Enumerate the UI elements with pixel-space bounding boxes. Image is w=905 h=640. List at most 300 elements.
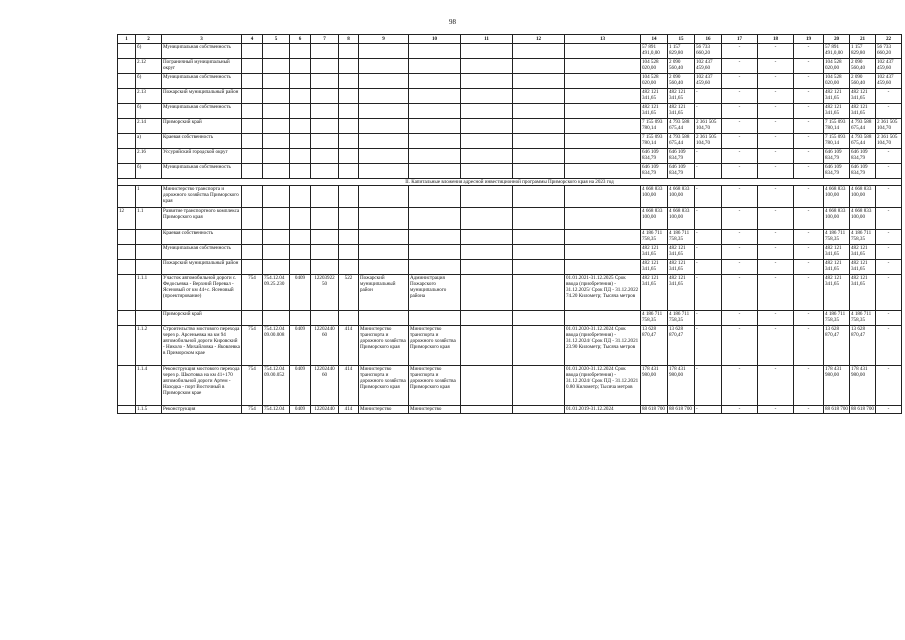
table-cell [242, 149, 263, 164]
table-cell: 2 [136, 35, 162, 44]
table-cell [290, 149, 311, 164]
table-cell [513, 164, 565, 179]
table-cell [565, 186, 641, 208]
table-cell [339, 208, 359, 230]
table-cell: 2 090 560,40 [850, 74, 876, 89]
table-cell: 16 [695, 35, 722, 44]
table-cell [409, 89, 461, 104]
table-cell [118, 245, 136, 260]
table-cell: - [758, 59, 794, 74]
table-cell: 1.1.5 [136, 406, 162, 414]
table-cell: 4 186 711 758,35 [824, 311, 850, 326]
table-cell: Пожарский муниципальный район [359, 275, 409, 311]
table-cell [339, 44, 359, 59]
table-row [118, 89, 902, 104]
table-cell: 7 155 093 780,14 [641, 134, 668, 149]
table-cell: Муниципальная собственность [162, 104, 242, 119]
table-cell: - [722, 59, 758, 74]
table-cell [461, 208, 513, 230]
table-cell [339, 119, 359, 134]
table-cell [359, 134, 409, 149]
table-cell: - [695, 104, 722, 119]
table-cell: 88 618 700 [668, 406, 695, 414]
table-cell: 01.01.2021-31.12.2025 Срок ввода (приобретения) - 31.12.2025/ Срок ПД - 31.12.2022 74.20 Километр; Тысяча метров [565, 275, 641, 311]
table-cell [565, 104, 641, 119]
table-cell: 20 [824, 35, 850, 44]
table-cell: - [794, 134, 824, 149]
table-cell: 22 [876, 35, 902, 44]
table-cell [311, 44, 339, 59]
table-cell [359, 89, 409, 104]
table-cell [242, 59, 263, 74]
table-cell [461, 311, 513, 326]
table-cell: 178 431 980,00 [850, 366, 876, 406]
table-cell: - [758, 260, 794, 275]
table-cell [565, 89, 641, 104]
table-cell [290, 104, 311, 119]
table-cell [339, 134, 359, 149]
table-cell [242, 186, 263, 208]
table-cell: 102 437 459,60 [876, 74, 902, 89]
table-cell: 21 [850, 35, 876, 44]
table-cell: 15 [668, 35, 695, 44]
table-cell [461, 44, 513, 59]
table-cell: 2.16 [136, 149, 162, 164]
table-cell [263, 104, 290, 119]
table-cell: Участок автомобильной дороги с. Федосьевка - Верхний Перевал - Ясеновый от км 44+с. Ясеновый (проектирование) [162, 275, 242, 311]
table-cell [242, 164, 263, 179]
table-cell [242, 245, 263, 260]
table-cell: - [695, 406, 722, 414]
table-cell: 2 361 505 104,70 [695, 134, 722, 149]
table-cell: - [695, 275, 722, 311]
table-cell [513, 366, 565, 406]
table-cell: 0409 [290, 406, 311, 414]
table-cell: 2 361 505 104,70 [876, 134, 902, 149]
table-cell: 1 157 829,80 [850, 44, 876, 59]
table-cell: Пограничный муниципальный округ [162, 59, 242, 74]
table-cell: Развитие транспортного комплекса Приморского края [162, 208, 242, 230]
table-cell [263, 164, 290, 179]
table-cell [513, 230, 565, 245]
table-cell [311, 186, 339, 208]
table-cell: 88 618 700 [851, 406, 874, 412]
table-cell: 2 090 560,40 [668, 74, 695, 89]
table-cell [409, 186, 461, 208]
table-cell: 646 109 834,79 [850, 149, 876, 164]
table-cell: 482 121 341,65 [668, 104, 695, 119]
table-cell: Администрация Пожарского муниципального района [409, 275, 461, 311]
table-cell [290, 186, 311, 208]
table-cell: 4 668 833 100,00 [824, 186, 850, 208]
table-cell [359, 119, 409, 134]
table-cell [409, 311, 461, 326]
table-cell [565, 44, 641, 59]
table-cell: 482 121 341,65 [850, 89, 876, 104]
table-row [118, 119, 902, 134]
table-cell: 1.1 [136, 208, 162, 230]
column-number-row [118, 35, 902, 44]
table-cell: Пожарский муниципальный район [162, 89, 242, 104]
table-cell: - [722, 275, 758, 311]
table-cell: 3 [162, 35, 242, 44]
table-cell: 4 186 711 758,35 [641, 311, 668, 326]
table-cell [565, 208, 641, 230]
table-cell [311, 89, 339, 104]
table-cell: - [695, 208, 722, 230]
table-cell [359, 230, 409, 245]
table-cell: 2.13 [136, 89, 162, 104]
table-cell [461, 260, 513, 275]
table-cell: 01.01.2019-31.12.2024 [565, 406, 641, 414]
table-cell [409, 164, 461, 179]
table-cell: 4 668 833 100,00 [641, 186, 668, 208]
table-cell: - [758, 74, 794, 89]
table-cell: б) [136, 104, 162, 119]
table-cell: - [722, 134, 758, 149]
table-cell: - [876, 260, 902, 275]
table-cell [461, 230, 513, 245]
table-cell [461, 59, 513, 74]
table-cell: 56 733 660,20 [695, 44, 722, 59]
table-cell: 1 [136, 186, 162, 208]
table-cell: - [722, 104, 758, 119]
table-cell: 13 [565, 35, 641, 44]
table-cell: 646 109 834,79 [668, 164, 695, 179]
table-cell [290, 59, 311, 74]
table-cell [311, 59, 339, 74]
table-cell [136, 260, 162, 275]
table-cell: 482 121 341,65 [641, 260, 668, 275]
table-cell: 4 186 711 758,35 [668, 230, 695, 245]
table-cell: - [876, 311, 902, 326]
table-cell: - [722, 164, 758, 179]
table-cell: - [794, 119, 824, 134]
table-cell [409, 230, 461, 245]
table-cell [263, 44, 290, 59]
table-cell [339, 311, 359, 326]
table-cell: 104 528 020,00 [824, 74, 850, 89]
table-cell [242, 134, 263, 149]
table-cell: 104 528 020,00 [824, 59, 850, 74]
table-cell [118, 311, 136, 326]
table-cell: - [758, 311, 794, 326]
table-cell: 11 [461, 35, 513, 44]
table-cell [311, 149, 339, 164]
table-cell [339, 245, 359, 260]
table-cell: 4 668 833 100,00 [850, 186, 876, 208]
table-cell: - [758, 149, 794, 164]
table-cell: - [794, 406, 824, 414]
table-cell: 102 437 459,60 [695, 59, 722, 74]
table-cell [461, 366, 513, 406]
table-cell: 12202440 60 [311, 326, 339, 366]
table-cell [290, 311, 311, 326]
table-cell: 7 155 093 780,14 [641, 119, 668, 134]
table-cell: 0409 [290, 326, 311, 366]
table-row [118, 164, 902, 179]
table-cell [461, 245, 513, 260]
table-cell [565, 59, 641, 74]
table-cell: 12203922 50 [311, 275, 339, 311]
table-cell [263, 59, 290, 74]
table-cell [290, 134, 311, 149]
table-cell [409, 208, 461, 230]
table-cell: 1 157 829,80 [668, 44, 695, 59]
table-cell: - [794, 74, 824, 89]
table-cell [118, 104, 136, 119]
table-cell: 646 109 834,79 [824, 164, 850, 179]
table-cell [565, 164, 641, 179]
table-cell: - [695, 311, 722, 326]
table-cell: - [794, 208, 824, 230]
table-cell: 522 [339, 275, 359, 311]
table-cell [136, 311, 162, 326]
table-cell [461, 134, 513, 149]
table-cell: - [876, 104, 902, 119]
table-cell: Краевая собственность [162, 134, 242, 149]
table-cell [565, 260, 641, 275]
table-cell [461, 119, 513, 134]
table-cell: 4 186 711 758,35 [668, 311, 695, 326]
table-cell: 754.12.04 09.00.052 [263, 366, 290, 406]
table-cell [242, 260, 263, 275]
table-cell [409, 119, 461, 134]
table-cell: - [695, 164, 722, 179]
table-cell: 754 [242, 366, 263, 406]
table-cell [290, 119, 311, 134]
table-cell: 01.01.2020-31.12.2024 Срок ввода (приобретения) - 31.12.2024/ Срок ПД - 31.12.2021 0.80 Километр; Тысяча метров [565, 366, 641, 406]
table-cell: 482 121 341,65 [850, 260, 876, 275]
table-cell [242, 89, 263, 104]
table-row [118, 275, 902, 311]
table-cell: - [794, 260, 824, 275]
table-cell [359, 59, 409, 74]
table-cell [461, 275, 513, 311]
table-cell: 12 [513, 35, 565, 44]
table-cell: - [695, 366, 722, 406]
table-cell: Приморский край [162, 119, 242, 134]
table-cell [565, 134, 641, 149]
table-row [118, 44, 902, 59]
table-cell: 6 [290, 35, 311, 44]
table-row [118, 366, 902, 406]
table-cell: - [794, 89, 824, 104]
table-cell: - [758, 164, 794, 179]
table-cell: 4 668 833 100,00 [668, 186, 695, 208]
table-cell: 4 668 833 100,00 [641, 208, 668, 230]
table-cell [409, 245, 461, 260]
table-cell [311, 134, 339, 149]
table-cell: - [794, 149, 824, 164]
table-cell: 12 [118, 208, 136, 230]
table-row [118, 59, 902, 74]
table-cell: Реконструкция [162, 406, 242, 414]
table-cell: 754 [242, 406, 263, 414]
table-cell [263, 119, 290, 134]
table-cell [461, 186, 513, 208]
table-cell: б) [136, 74, 162, 89]
investment-program-table [117, 34, 902, 414]
table-row [118, 104, 902, 119]
table-cell [359, 44, 409, 59]
table-cell: - [876, 208, 902, 230]
table-cell: - [722, 44, 758, 59]
table-cell [513, 149, 565, 164]
table-cell: Министерство [359, 406, 409, 414]
table-cell: - [722, 326, 758, 366]
table-cell: 482 121 341,65 [641, 245, 668, 260]
table-cell [118, 275, 136, 311]
table-cell: 4 [242, 35, 263, 44]
table-cell [339, 164, 359, 179]
table-cell: - [758, 275, 794, 311]
table-cell: - [758, 44, 794, 59]
table-cell: 482 121 341,65 [824, 275, 850, 311]
table-cell: Министерство [409, 406, 461, 414]
table-cell: - [794, 311, 824, 326]
table-row [118, 326, 902, 366]
table-cell [263, 230, 290, 245]
table-cell: 01.01.2020-31.12.2024 Срок ввода (приобретения) - 31.12.2024/ Срок ПД - 31.12.2021 23.90 Километр; Тысяча метров [565, 326, 641, 366]
table-cell [118, 406, 136, 414]
table-cell [565, 149, 641, 164]
table-cell: 482 121 341,65 [824, 260, 850, 275]
table-cell [513, 275, 565, 311]
table-cell: - [794, 275, 824, 311]
table-cell [311, 230, 339, 245]
table-cell: - [758, 89, 794, 104]
table-cell: 482 121 341,65 [824, 245, 850, 260]
table-cell [513, 104, 565, 119]
table-cell: Строительство мостового перехода через р. Арсеньевка на км 94 автомобильной дороги Кировский - Николо - Михайловка - Яковлевка в Приморском крае [162, 326, 242, 366]
table-cell: - [695, 326, 722, 366]
table-cell [359, 186, 409, 208]
table-cell: Муниципальная собственность [162, 245, 242, 260]
table-cell [263, 208, 290, 230]
table-cell [461, 74, 513, 89]
table-cell [513, 119, 565, 134]
table-cell: - [695, 186, 722, 208]
table-cell [359, 164, 409, 179]
table-cell [513, 134, 565, 149]
table-cell [359, 245, 409, 260]
table-cell [118, 149, 136, 164]
table-cell: 19 [794, 35, 824, 44]
table-cell [118, 74, 136, 89]
table-cell: Муниципальная собственность [162, 44, 242, 59]
table-cell [359, 74, 409, 89]
table-cell [339, 260, 359, 275]
table-cell: - [876, 366, 902, 406]
table-cell: 0409 [290, 366, 311, 406]
table-cell [242, 44, 263, 59]
table-cell [242, 119, 263, 134]
table-cell [409, 134, 461, 149]
table-cell: - [758, 230, 794, 245]
table-cell: 414 [339, 326, 359, 366]
table-cell: 12202440 [311, 406, 339, 414]
table-cell [565, 245, 641, 260]
table-cell: 7 155 093 780,14 [824, 134, 850, 149]
table-cell: - [876, 186, 902, 208]
table-cell: 482 121 341,65 [850, 245, 876, 260]
table-row [118, 245, 902, 260]
table-cell: 17 [722, 35, 758, 44]
table-cell [136, 245, 162, 260]
table-cell [118, 260, 136, 275]
table-cell [565, 311, 641, 326]
table-cell: 754.12.04 [263, 406, 290, 414]
table-cell [290, 89, 311, 104]
table-cell [339, 89, 359, 104]
table-cell [263, 186, 290, 208]
table-cell [565, 119, 641, 134]
table-cell [118, 89, 136, 104]
table-cell [290, 74, 311, 89]
table-cell [513, 74, 565, 89]
table-cell: 104 528 020,00 [641, 74, 668, 89]
table-cell: 14 [641, 35, 668, 44]
table-cell [242, 208, 263, 230]
table-cell: 482 121 341,65 [641, 275, 668, 311]
table-cell [118, 366, 136, 406]
table-cell: 1.1.4 [136, 366, 162, 406]
table-cell [409, 260, 461, 275]
table-cell [136, 230, 162, 245]
table-cell [461, 149, 513, 164]
table-cell [359, 260, 409, 275]
table-cell: 5 [263, 35, 290, 44]
table-cell [242, 104, 263, 119]
table-cell: - [794, 245, 824, 260]
table-cell [311, 74, 339, 89]
table-cell: Министерство транспорта и дорожного хозяйства Приморского края [409, 366, 461, 406]
table-cell: - [722, 186, 758, 208]
table-cell: 56 733 660,20 [876, 44, 902, 59]
table-cell: - [722, 149, 758, 164]
table-cell: 0409 [290, 275, 311, 311]
table-cell: - [876, 275, 902, 311]
table-cell [118, 186, 136, 208]
table-cell: - [758, 245, 794, 260]
table-cell: - [722, 311, 758, 326]
table-cell: 9 [359, 35, 409, 44]
section-title-row [118, 179, 902, 186]
table-cell: - [758, 208, 794, 230]
table-cell [290, 208, 311, 230]
table-cell: 7 155 093 780,14 [824, 119, 850, 134]
table-cell: 482 121 341,65 [824, 89, 850, 104]
table-cell [461, 164, 513, 179]
page-number: 98 [449, 18, 456, 26]
table-cell: - [876, 164, 902, 179]
table-cell: - [695, 230, 722, 245]
table-cell: 1 [118, 35, 136, 44]
table-cell [339, 104, 359, 119]
table-cell: 18 [758, 35, 794, 44]
table-cell [513, 59, 565, 74]
table-cell [118, 44, 136, 59]
table-cell [311, 208, 339, 230]
table-cell: 4 793 588 675,44 [850, 119, 876, 134]
table-row [118, 186, 902, 208]
table-cell: 13 628 870,47 [850, 326, 876, 366]
table-cell: 646 109 834,79 [668, 149, 695, 164]
table-cell: 646 109 834,79 [824, 149, 850, 164]
table-cell [339, 230, 359, 245]
table-cell [409, 44, 461, 59]
